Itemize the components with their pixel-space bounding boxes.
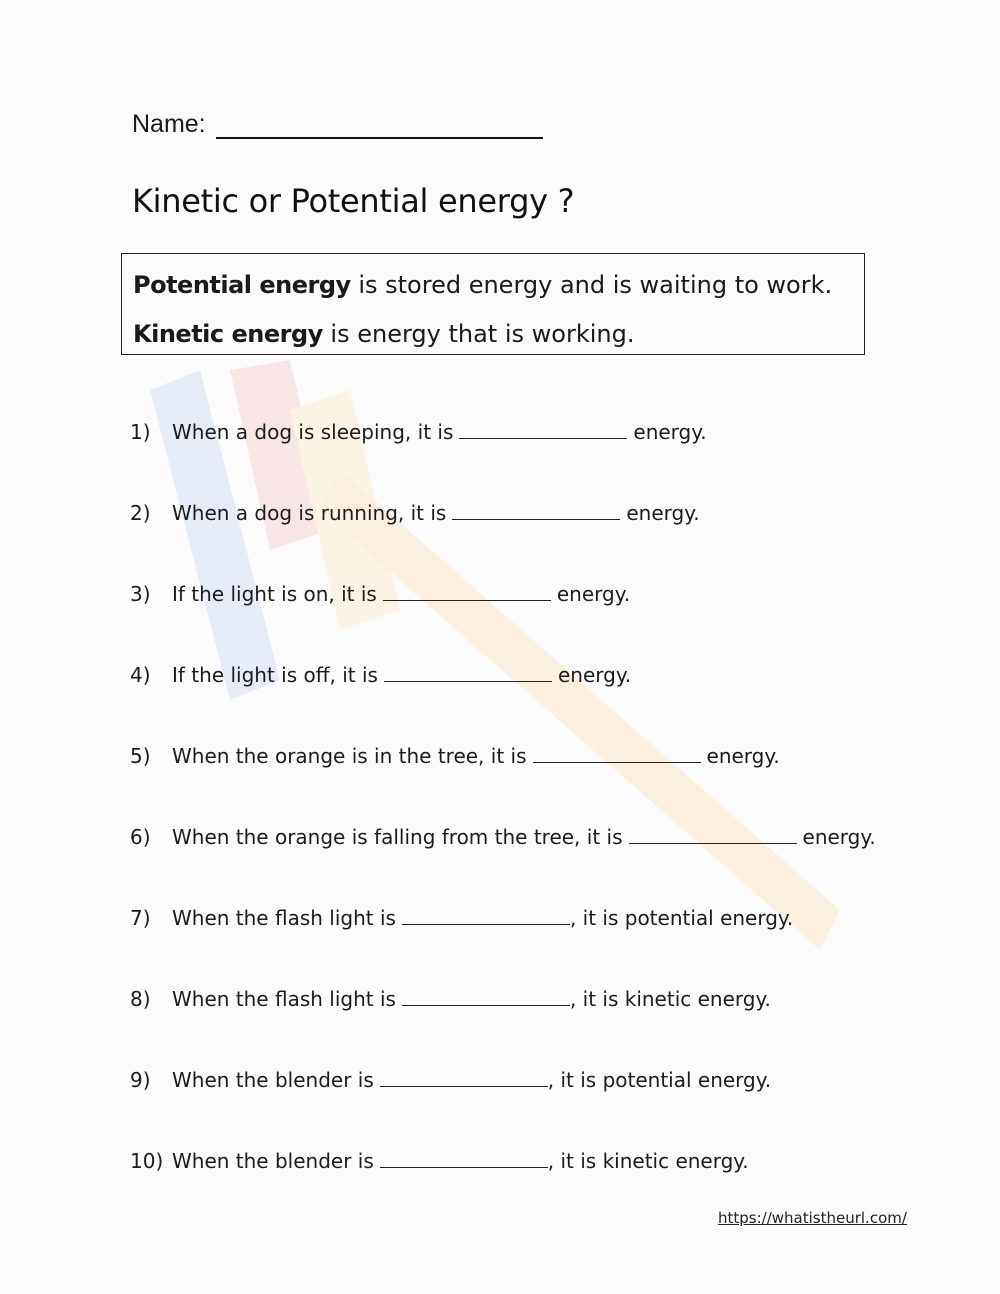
question-text: If the light is off, it is (172, 663, 378, 687)
definition-text: is energy that is working. (322, 320, 635, 348)
definition-term: Kinetic energy (133, 320, 323, 348)
worksheet-title: Kinetic or Potential energy ? (132, 182, 575, 220)
question-text-after: , it is potential energy. (569, 906, 794, 930)
question-text-after: energy. (557, 663, 632, 687)
name-input-line[interactable] (216, 111, 543, 139)
question-text-after: energy. (802, 825, 876, 849)
question-text-after: , it is kinetic energy. (569, 987, 771, 1011)
answer-blank[interactable] (384, 663, 552, 682)
question-text-after: energy. (556, 582, 631, 606)
question-number: 3) (130, 582, 151, 606)
question-8 (130, 987, 771, 1011)
answer-blank[interactable] (380, 1068, 548, 1087)
question-1 (130, 420, 707, 444)
question-text-after: energy. (626, 501, 700, 525)
question-text: When the flash light is (172, 987, 396, 1011)
source-url-link[interactable]: https://whatistheurl.com/ (718, 1209, 907, 1227)
question-9 (130, 1068, 771, 1092)
question-number: 1) (130, 420, 151, 444)
definition-box (121, 253, 865, 355)
definition-text: is stored energy and is waiting to work. (350, 271, 833, 299)
question-text: When a dog is running, it is (172, 501, 447, 525)
question-text: When the blender is (172, 1149, 374, 1173)
question-number: 9) (130, 1068, 151, 1092)
question-10 (130, 1149, 749, 1173)
question-number: 7) (130, 906, 151, 930)
question-number: 10) (130, 1149, 164, 1173)
answer-blank[interactable] (459, 420, 627, 439)
name-label: Name: (132, 110, 206, 138)
answer-blank[interactable] (380, 1149, 548, 1168)
question-text: When the orange is falling from the tree, it is (172, 825, 623, 849)
answer-blank[interactable] (402, 906, 570, 925)
definition-term: Potential energy (133, 271, 351, 299)
question-text-after: energy. (633, 420, 707, 444)
question-text-after: energy. (706, 744, 780, 768)
answer-blank[interactable] (402, 987, 570, 1006)
question-text: When the flash light is (172, 906, 396, 930)
question-text: If the light is on, it is (172, 582, 377, 606)
question-3 (130, 582, 630, 606)
question-text: When the blender is (172, 1068, 374, 1092)
name-row (132, 110, 543, 139)
question-7 (130, 906, 793, 930)
question-text-after: , it is potential energy. (547, 1068, 772, 1092)
question-text: When a dog is sleeping, it is (172, 420, 454, 444)
definition-kinetic (133, 320, 634, 348)
question-text: When the orange is in the tree, it is (172, 744, 527, 768)
question-number: 5) (130, 744, 151, 768)
question-text-after: , it is kinetic energy. (547, 1149, 749, 1173)
definition-potential (133, 271, 832, 299)
question-5 (130, 744, 780, 768)
answer-blank[interactable] (533, 744, 701, 763)
question-2 (130, 501, 700, 525)
question-number: 2) (130, 501, 151, 525)
answer-blank[interactable] (452, 501, 620, 520)
question-number: 6) (130, 825, 151, 849)
question-4 (130, 663, 631, 687)
question-6 (130, 825, 876, 849)
question-number: 4) (130, 663, 151, 687)
answer-blank[interactable] (383, 582, 551, 601)
question-number: 8) (130, 987, 151, 1011)
answer-blank[interactable] (629, 825, 797, 844)
